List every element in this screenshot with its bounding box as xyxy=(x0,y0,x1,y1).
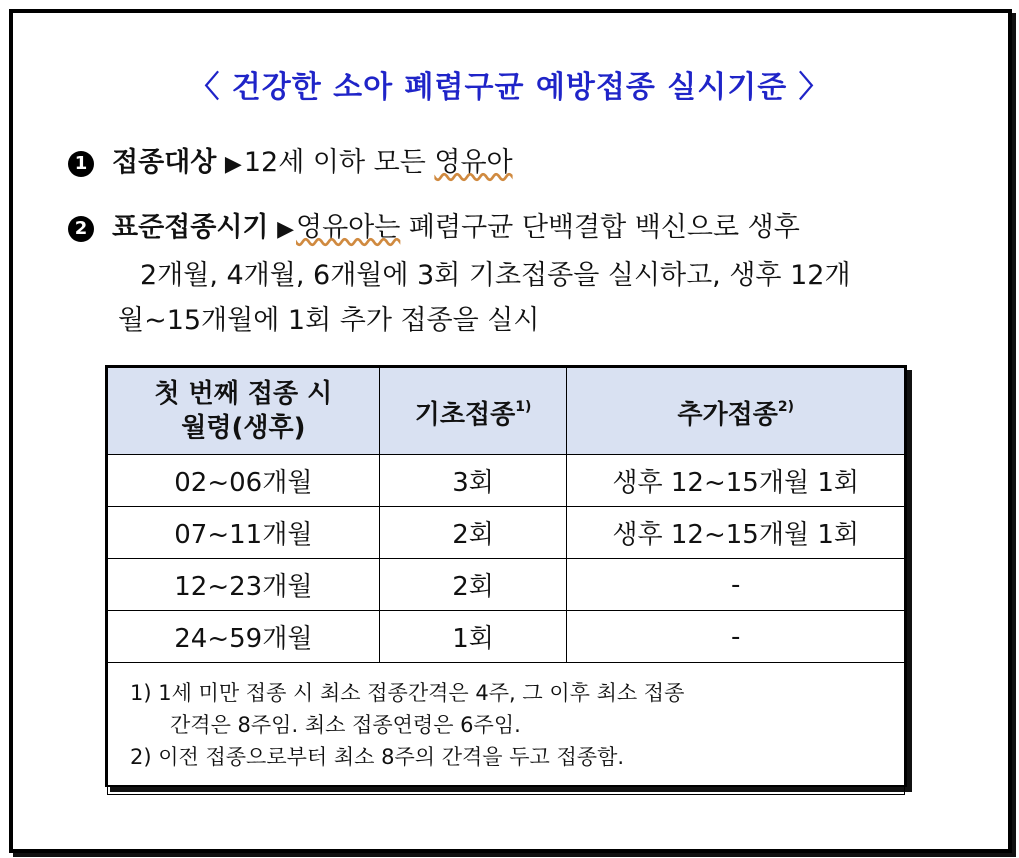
table-header-row xyxy=(108,368,905,455)
item2-line1 xyxy=(68,205,800,244)
header-primary-footnote: 1) xyxy=(515,399,532,415)
item1-arrow-icon: ▶ xyxy=(224,152,242,177)
table-row xyxy=(108,611,905,663)
header-age-line2: 월령(생후) xyxy=(181,413,306,443)
cell-primary: 1회 xyxy=(379,611,567,663)
footnote-1-line1: 1) 1세 미만 접종 시 최소 접종간격은 4주, 그 이후 최소 접종 xyxy=(130,681,685,705)
table-row xyxy=(108,559,905,611)
cell-booster: - xyxy=(567,611,905,663)
header-age-line1: 첫 번째 접종 시 xyxy=(154,379,333,409)
header-age xyxy=(108,368,380,455)
item2-text-underlined: 영유아는 xyxy=(296,212,401,243)
item1-text: 12세 이하 모든 xyxy=(243,147,435,178)
vaccination-schedule-table xyxy=(105,365,907,787)
header-booster-label: 추가접종 xyxy=(677,400,778,430)
footnote-1-line2: 간격은 8주임. 최소 접종연령은 6주임. xyxy=(170,713,521,737)
page-title: 〈 건강한 소아 폐렴구균 예방접종 실시기준 〉 xyxy=(189,70,830,105)
header-booster-footnote: 2) xyxy=(777,399,794,415)
cell-primary: 2회 xyxy=(379,559,567,611)
item1-text-underlined: 영유아 xyxy=(434,147,513,178)
cell-age: 12~23개월 xyxy=(108,559,380,611)
header-primary-label: 기초접종 xyxy=(414,400,516,430)
cell-booster: 생후 12~15개월 1회 xyxy=(567,455,905,507)
item1-line xyxy=(68,140,513,179)
header-primary xyxy=(379,368,567,455)
table-row xyxy=(108,507,905,559)
header-booster xyxy=(567,368,905,455)
item2-text-line1: 폐렴구균 단백결합 백신으로 생후 xyxy=(400,212,800,243)
item2-bullet: 2 xyxy=(68,216,94,242)
item2-arrow-icon: ▶ xyxy=(277,217,295,242)
cell-primary: 2회 xyxy=(379,507,567,559)
cell-primary: 3회 xyxy=(379,455,567,507)
table-row xyxy=(108,455,905,507)
table-notes-row xyxy=(108,663,905,795)
footnote-2: 2) 이전 접종으로부터 최소 8주의 간격을 두고 접종함. xyxy=(130,745,625,769)
cell-booster: - xyxy=(567,559,905,611)
item1-label: 접종대상 xyxy=(112,147,217,178)
item2-text-line2: 2개월, 4개월, 6개월에 3회 기초접종을 실시하고, 생후 12개 xyxy=(140,260,851,291)
footnotes xyxy=(108,663,905,795)
item2-text-line3: 월~15개월에 1회 추가 접종을 실시 xyxy=(118,305,540,336)
cell-age: 07~11개월 xyxy=(108,507,380,559)
cell-booster: 생후 12~15개월 1회 xyxy=(567,507,905,559)
cell-age: 24~59개월 xyxy=(108,611,380,663)
item2-label: 표준접종시기 xyxy=(112,212,269,243)
cell-age: 02~06개월 xyxy=(108,455,380,507)
item1-bullet: 1 xyxy=(68,151,94,177)
